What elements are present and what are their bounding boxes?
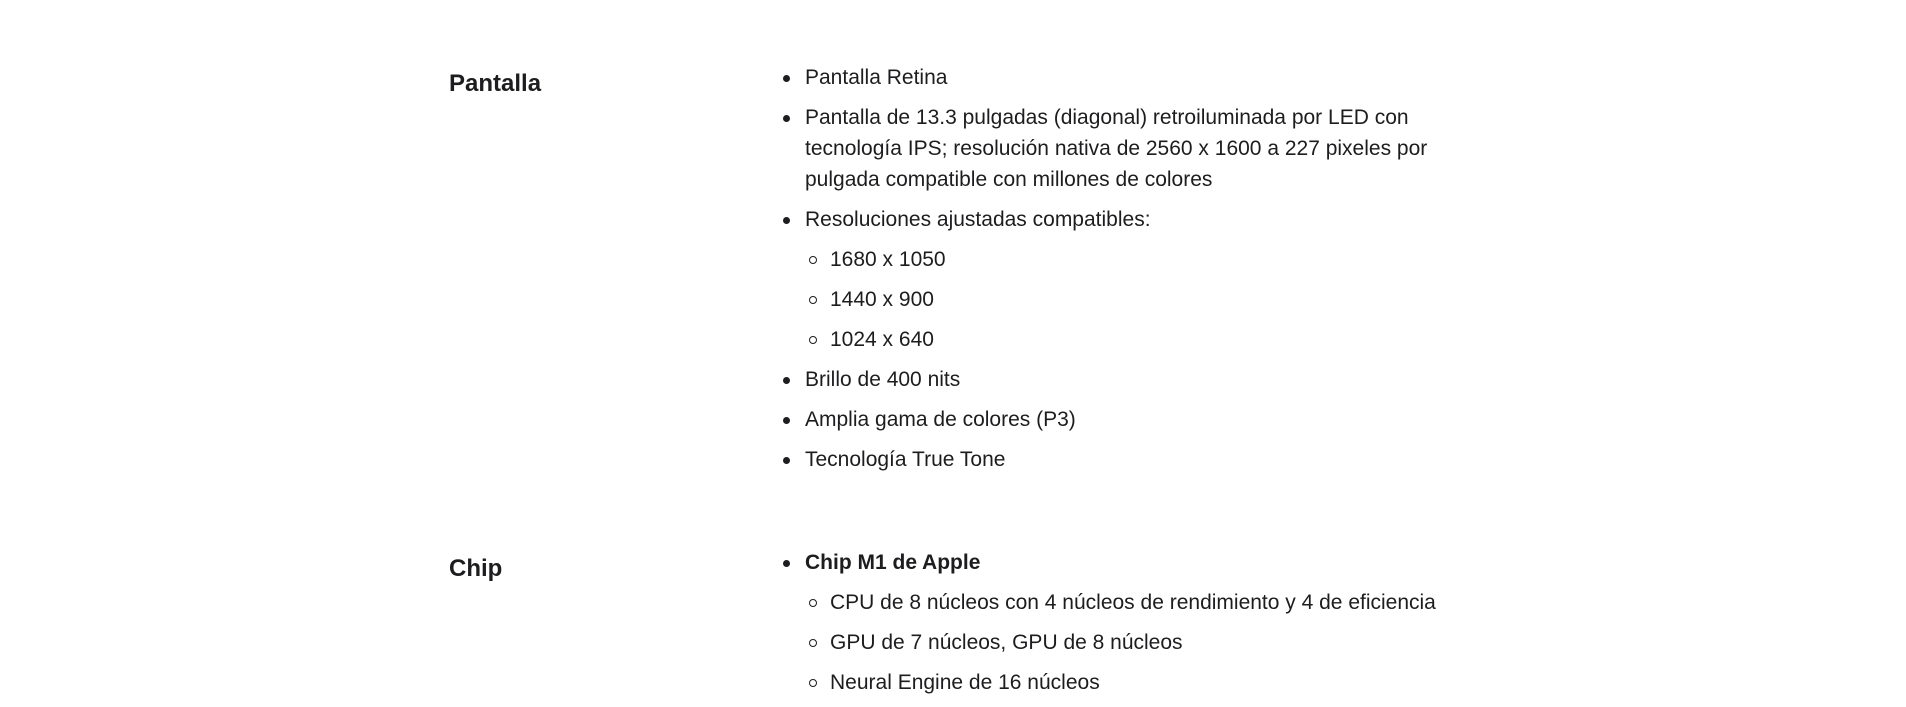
- spec-item-wide-color: [805, 404, 1505, 435]
- spec-item-text: Pantalla de 13.3 pulgadas (diagonal) retroiluminada por LED con tecnología IPS; resolución nativa de 2560 x 1600 a 227 pixeles por pulgada compatible con millones de colores: [805, 106, 1428, 191]
- chip-detail-item: CPU de 8 núcleos con 4 núcleos de rendimiento y 4 de eficiencia: [830, 587, 1505, 618]
- spec-item-text: Resoluciones ajustadas compatibles:: [805, 208, 1151, 231]
- resolution-item: 1024 x 640: [830, 324, 1505, 355]
- chip-details-sub-list: [805, 587, 1505, 698]
- spec-item-scaled-resolutions: [805, 204, 1505, 355]
- spec-item-retina: [805, 62, 1505, 93]
- spec-item-text: Tecnología True Tone: [805, 448, 1006, 471]
- spec-list-chip: [805, 547, 1505, 707]
- spec-item-brightness: [805, 364, 1505, 395]
- chip-detail-item: Neural Engine de 16 núcleos: [830, 667, 1505, 698]
- spec-item-text: Brillo de 400 nits: [805, 368, 961, 391]
- spec-item-display-size: [805, 102, 1505, 195]
- spec-list-pantalla: [805, 62, 1505, 484]
- resolution-item: 1680 x 1050: [830, 244, 1505, 275]
- section-title-pantalla: Pantalla: [449, 70, 542, 97]
- spec-item-text: Chip M1 de Apple: [805, 551, 981, 574]
- resolutions-sub-list: [805, 244, 1505, 355]
- spec-item-chip-m1: [805, 547, 1505, 698]
- resolution-item: 1440 x 900: [830, 284, 1505, 315]
- chip-detail-item: GPU de 7 núcleos, GPU de 8 núcleos: [830, 627, 1505, 658]
- section-title-chip: Chip: [449, 555, 503, 582]
- spec-item-text: Amplia gama de colores (P3): [805, 408, 1076, 431]
- spec-item-true-tone: [805, 444, 1505, 475]
- spec-item-text: Pantalla Retina: [805, 66, 948, 89]
